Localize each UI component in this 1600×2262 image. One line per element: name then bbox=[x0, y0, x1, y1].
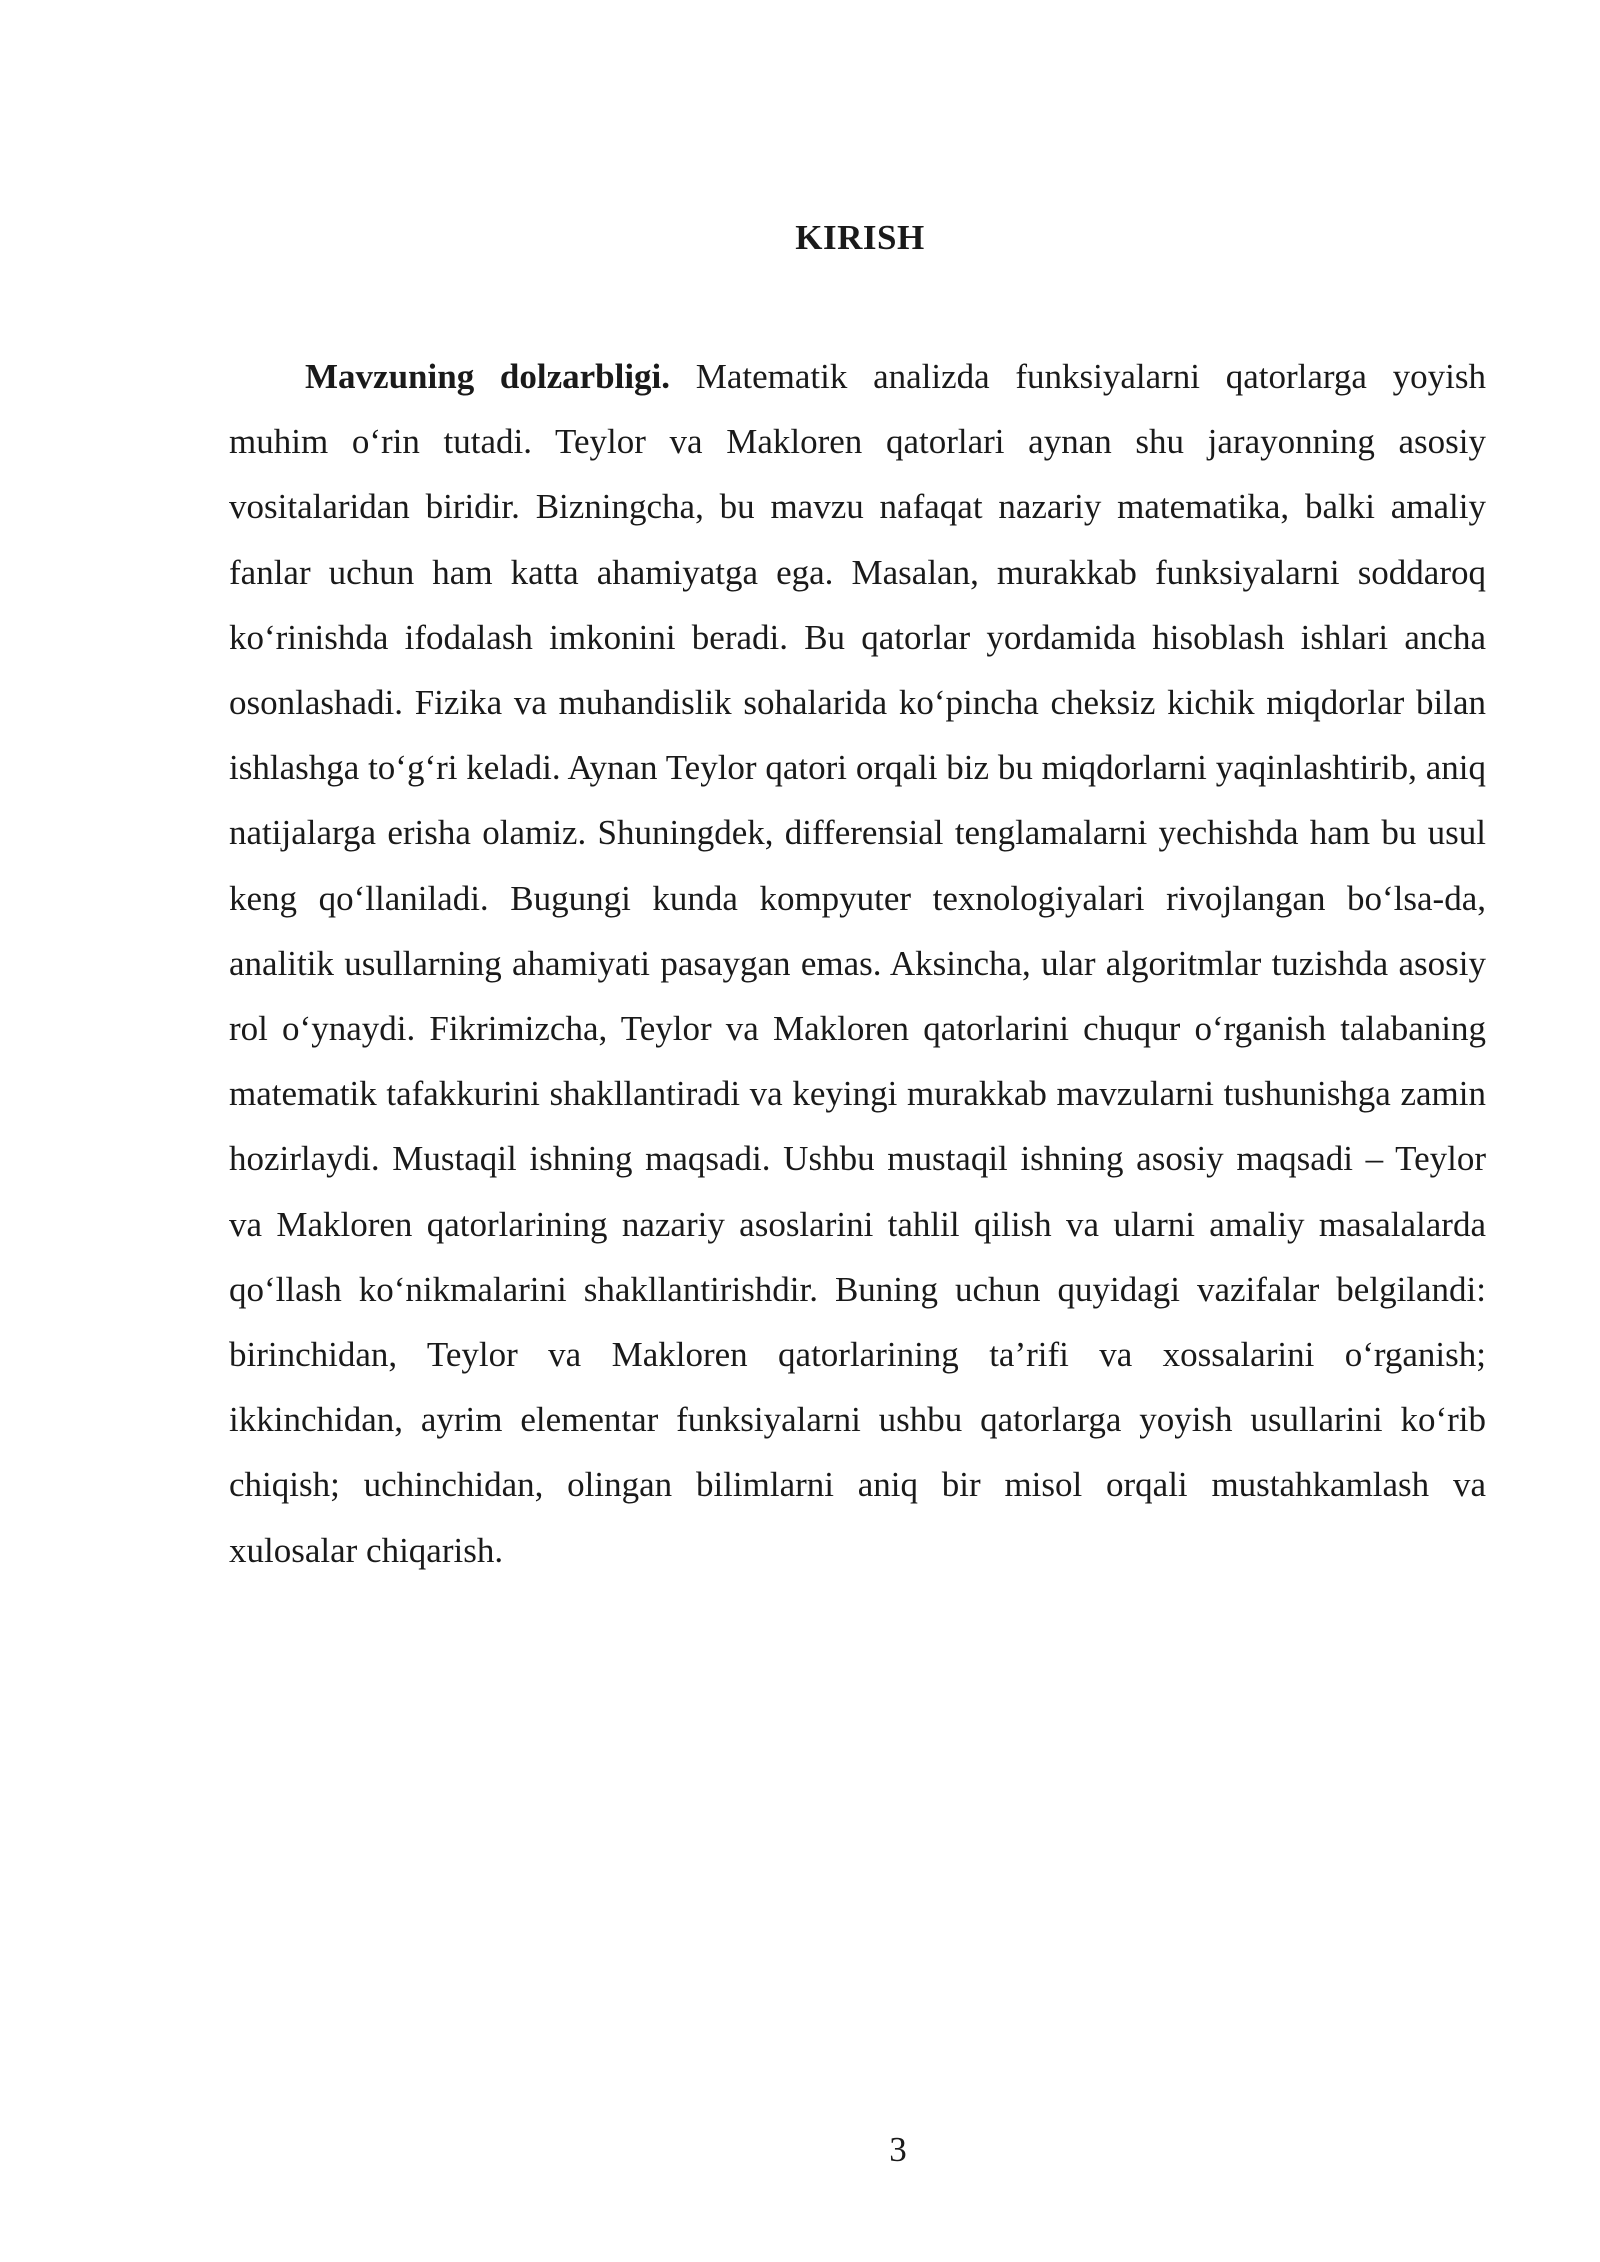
page-number: 3 bbox=[889, 2130, 907, 2169]
page-title: KIRISH bbox=[795, 218, 925, 257]
paragraph-lead: Mavzuning dolzarbligi. bbox=[305, 357, 671, 396]
body-paragraph bbox=[229, 344, 1486, 1583]
paragraph-text: Matematik analizda funksiyalarni qatorlarga yoyish muhim o‘rin tutadi. Teylor va Makloren qatorlari aynan shu jarayonning asosiy vositalaridan biridir. Bizningcha, bu mavzu nafaqat nazariy matematika, balki amaliy fanlar uchun ham katta ahamiyatga ega. Masalan, murakkab funksiyalarni soddaroq ko‘rinishda ifodalash imkonini beradi. Bu qatorlar yordamida hisoblash ishlari ancha osonlashadi. Fizika va muhandislik sohalarida ko‘pincha cheksiz kichik miqdorlar bilan ishlashga to‘g‘ri keladi. Aynan Teylor qatori orqali biz bu miqdorlarni yaqinlashtirib, aniq natijalarga erisha olamiz. Shuningdek, differensial tenglamalarni yechishda ham bu usul keng qo‘llaniladi. Bugungi kunda kompyuter texnologiyalari rivojlangan bo‘lsa-da, analitik usullarning ahamiyati pasaygan emas. Aksincha, ular algoritmlar tuzishda asosiy rol o‘ynaydi. Fikrimizcha, Teylor va Makloren qatorlarini chuqur o‘rganish talabaning matematik tafakkurini shakllantiradi va keyingi murakkab mavzularni tushunishga zamin hozirlaydi. Mustaqil ishning maqsadi. Ushbu mustaqil ishning asosiy maqsadi – Teylor va Makloren qatorlarining nazariy asoslarini tahlil qilish va ularni amaliy masalalarda qo‘llash ko‘nikmalarini shakllantirishdir. Buning uchun quyidagi vazifalar belgilandi: birinchidan, Teylor va Makloren qatorlarining ta’rifi va xossalarini o‘rganish; ikkinchidan, ayrim elementar funksiyalarni ushbu qatorlarga yoyish usullarini ko‘rib chiqish; uchinchidan, olingan bilimlarni aniq bir misol orqali mustahkamlash va xulosalar chiqarish. bbox=[229, 357, 1486, 1570]
